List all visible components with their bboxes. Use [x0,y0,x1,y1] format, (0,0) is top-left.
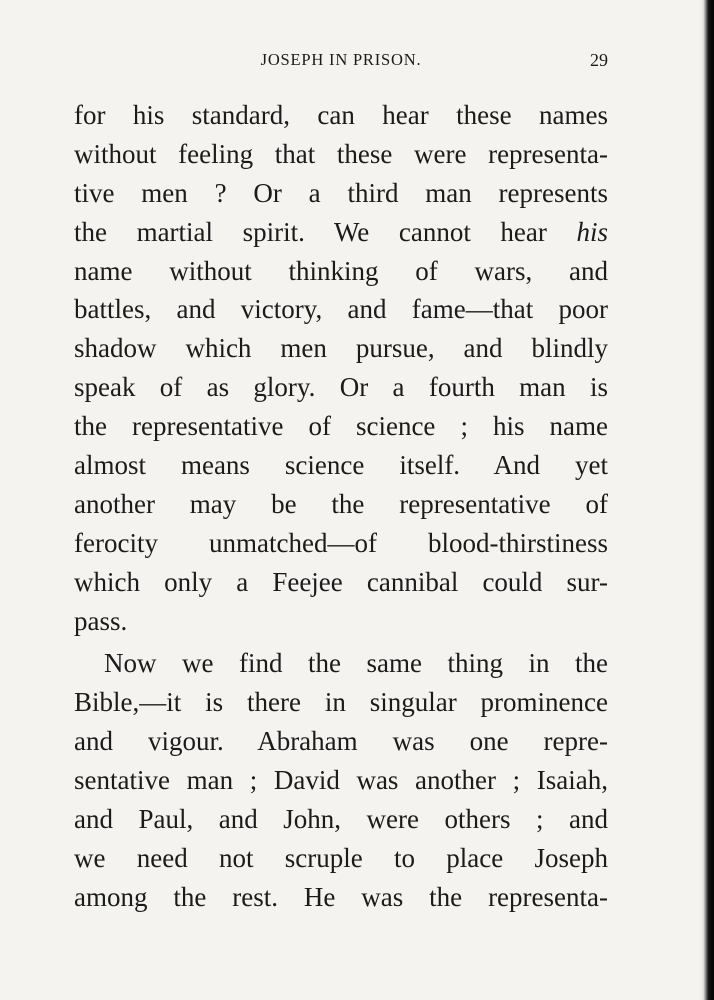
text-line: speak of as glory. Or a fourth man is [74,372,608,403]
text-line: and vigour. Abraham was one repre- [74,726,608,757]
text-line: name without thinking of wars, and [74,255,608,286]
text-line: almost means science itself. And yet [74,450,608,481]
paragraph [74,644,608,916]
text-line [74,213,608,252]
italic-emphasis: his [576,216,609,247]
page-edge-shadow [700,0,714,1000]
text-line: pass. [74,605,128,636]
text-line: among the rest. He was the representa- [74,881,608,912]
text-line: Now we find the same thing in the [104,648,608,679]
text-line: Bible,—it is there in singular prominence [74,687,608,718]
text-line: which only a Feejee cannibal could sur- [74,566,608,597]
body-text [74,96,608,917]
paragraph [74,96,608,640]
page-number: 29 [590,50,608,70]
text-line: the representative of science ; his name [74,411,608,442]
page-header [74,48,608,72]
text-line: tive men ? Or a third man represents [74,177,608,208]
text-line: battles, and victory, and fame—that poor [74,294,608,325]
text-line: and Paul, and John, were others ; and [74,804,608,835]
text-line: without feeling that these were representa- [74,138,608,169]
text-segment: the martial spirit. We cannot hear [74,216,547,247]
text-line: we need not scruple to place Joseph [74,842,608,873]
text-line: shadow which men pursue, and blindly [74,333,608,364]
running-head: JOSEPH IN PRISON. [260,50,422,69]
text-line: ferocity unmatched—of blood-thirstiness [74,527,608,558]
text-line: sentative man ; David was another ; Isaiah, [74,765,608,796]
text-line: another may be the representative of [74,488,608,519]
text-line: for his standard, can hear these names [74,100,608,130]
